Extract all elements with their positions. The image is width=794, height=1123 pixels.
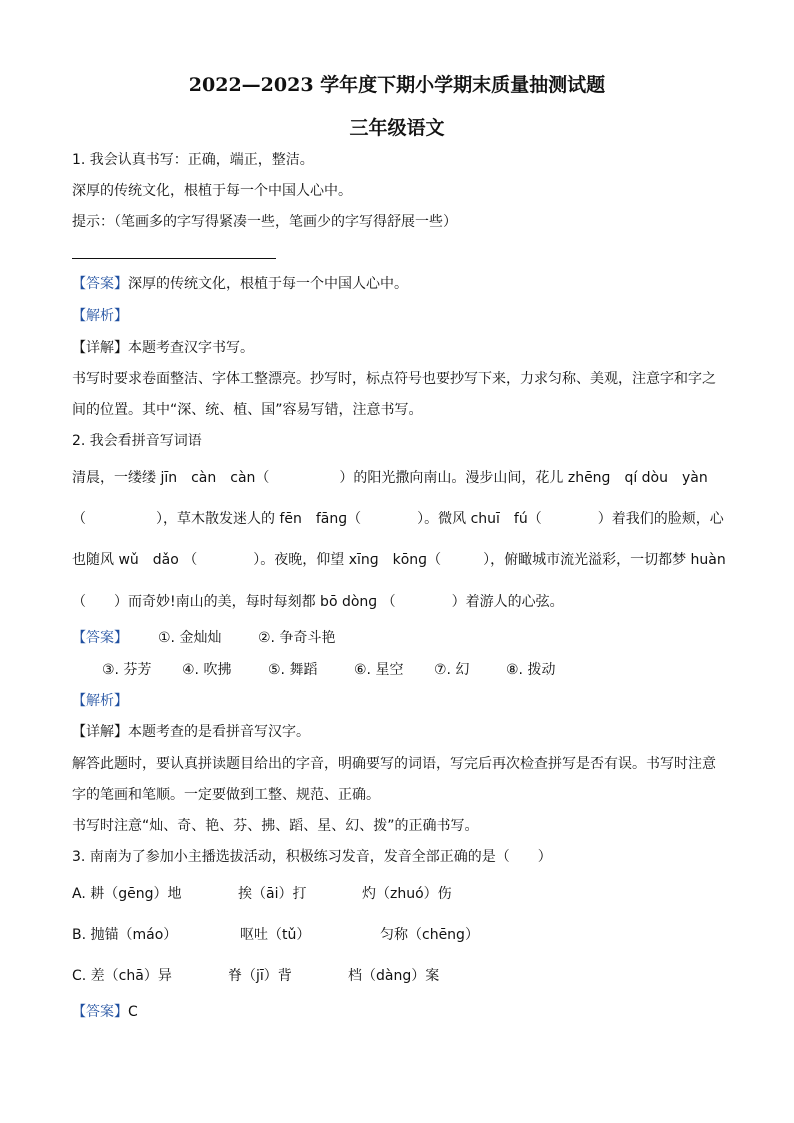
q2-answer-8: ⑧. 拨动 bbox=[506, 662, 556, 678]
q2-detail1-text: 本题考查的是看拼音写汉字。 bbox=[128, 724, 310, 740]
q1-hint: 提示：（笔画多的字写得紧凑一些，笔画少的字写得舒展一些） bbox=[72, 214, 457, 230]
q1-detail3: 间的位置。其中“深、统、植、国”容易写错，注意书写。 bbox=[72, 402, 423, 418]
q2-line1: 清晨，一缕缕 jīn càn càn（ ）的阳光撒向南山。漫步山间，花儿 zhēnɡ qí dòu yàn bbox=[72, 470, 708, 486]
detail-tag: 【详解】 bbox=[72, 724, 128, 740]
q1-stem: 1. 我会认真书写：正确，端正，整洁。 bbox=[72, 152, 314, 168]
q3-answer bbox=[72, 1002, 138, 1022]
q3-option-b-3: 匀称（chēng） bbox=[380, 927, 479, 943]
q3-option-a-3: 灼（zhuó）伤 bbox=[362, 886, 452, 902]
q1-writing-line bbox=[72, 258, 276, 259]
q2-answer-4: ④. 吹拂 bbox=[182, 662, 232, 678]
q3-option-b-2: 呕吐（tǔ） bbox=[240, 927, 311, 943]
q2-line3: 也随风 wǔ dǎo （ ）。夜晚，仰望 xīnɡ kōnɡ（ ），俯瞰城市流光溢彩，一切都梦 huàn bbox=[72, 552, 726, 568]
q3-option-c-1: C. 差（chā）异 bbox=[72, 968, 172, 984]
q2-answer-2: ②. 争奇斗艳 bbox=[258, 630, 336, 646]
q3-stem: 3. 南南为了参加小主播选拔活动，积极练习发音，发音全部正确的是（ ） bbox=[72, 849, 552, 865]
q2-answer-5: ⑤. 舞蹈 bbox=[268, 662, 318, 678]
q2-answer-6: ⑥. 星空 bbox=[354, 662, 404, 678]
q2-answer-7: ⑦. 幻 bbox=[434, 662, 470, 678]
q1-answer-text: 深厚的传统文化，根植于每一个中国人心中。 bbox=[128, 276, 408, 292]
q2-answer-row2 bbox=[102, 660, 555, 680]
q2-answer-3: ③. 芬芳 bbox=[102, 662, 152, 678]
q2-detail1 bbox=[72, 722, 310, 742]
q3-option-a-2: 挨（āi）打 bbox=[238, 886, 307, 902]
q2-answer-1: ①. 金灿灿 bbox=[158, 630, 222, 646]
q2-detail3: 字的笔画和笔顺。一定要做到工整、规范、正确。 bbox=[72, 787, 380, 803]
q2-analysis-tag: 【解析】 bbox=[72, 693, 128, 709]
q3-option-a bbox=[72, 884, 452, 904]
q3-option-b-1: B. 抛锚（máo） bbox=[72, 927, 178, 943]
answer-tag: 【答案】 bbox=[72, 276, 128, 292]
q3-option-c-3: 档（dàng）案 bbox=[348, 968, 440, 984]
q2-detail2: 解答此题时，要认真拼读题目给出的字音，明确要写的词语，写完后再次检查拼写是否有误。书写时注意 bbox=[72, 756, 716, 772]
detail-tag: 【详解】 bbox=[72, 340, 128, 356]
q3-option-c bbox=[72, 966, 439, 986]
q2-line4: （ ）而奇妙!南山的美，每时每刻都 bō dònɡ （ ）着游人的心弦。 bbox=[72, 594, 564, 610]
answer-tag: 【答案】 bbox=[72, 630, 128, 646]
q2-line2: （ ），草木散发迷人的 fēn fānɡ（ ）。微风 chuī fú（ ）着我们的脸颊，心 bbox=[72, 511, 724, 527]
q1-detail2: 书写时要求卷面整洁、字体工整漂亮。抄写时，标点符号也要抄写下来，力求匀称、美观，注意字和字之 bbox=[72, 371, 716, 387]
q1-answer bbox=[72, 274, 408, 294]
q3-option-b bbox=[72, 925, 479, 945]
page-subtitle: 三年级语文 bbox=[349, 117, 445, 139]
q1-detail1 bbox=[72, 338, 254, 358]
q1-detail1-text: 本题考查汉字书写。 bbox=[128, 340, 254, 356]
q2-detail4: 书写时注意“灿、奇、艳、芬、拂、蹈、星、幻、拨”的正确书写。 bbox=[72, 818, 479, 834]
q3-option-c-2: 脊（jī）背 bbox=[228, 968, 292, 984]
page-title: 2022—2023 学年度下期小学期末质量抽测试题 bbox=[188, 74, 606, 96]
q1-analysis-tag: 【解析】 bbox=[72, 308, 128, 324]
q2-answer-row1 bbox=[72, 628, 335, 648]
q3-option-a-1: A. 耕（gēng）地 bbox=[72, 886, 182, 902]
q2-stem: 2. 我会看拼音写词语 bbox=[72, 433, 202, 449]
answer-tag: 【答案】 bbox=[72, 1004, 128, 1020]
q3-answer-text: C bbox=[128, 1004, 138, 1020]
q1-sentence: 深厚的传统文化，根植于每一个中国人心中。 bbox=[72, 183, 352, 199]
